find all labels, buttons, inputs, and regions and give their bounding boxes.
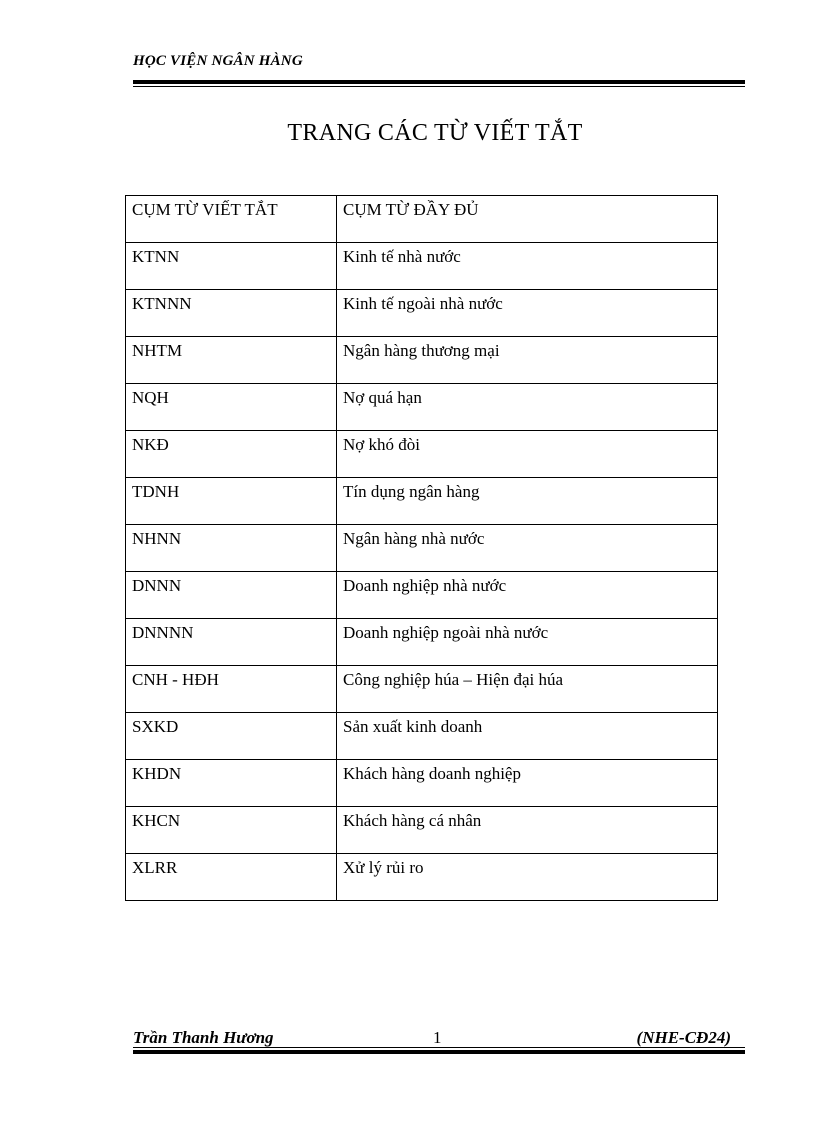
header-rule-thick [133, 80, 745, 84]
full-term-cell: Ngân hàng nhà nước [337, 525, 718, 572]
abbreviation-cell: DNNNN [126, 619, 337, 666]
abbreviation-cell: KHDN [126, 760, 337, 807]
abbreviation-cell: NHNN [126, 525, 337, 572]
abbreviation-table [125, 195, 718, 901]
table-row [126, 666, 718, 713]
full-term-cell: Tín dụng ngân hàng [337, 478, 718, 525]
abbreviation-cell: NQH [126, 384, 337, 431]
table-body [126, 243, 718, 901]
abbreviation-cell: NHTM [126, 337, 337, 384]
footer-rule-thick [133, 1050, 745, 1054]
abbreviation-cell: CNH - HĐH [126, 666, 337, 713]
table-header-row [126, 196, 718, 243]
header-institution: HỌC VIỆN NGÂN HÀNG [133, 53, 303, 69]
abbreviation-cell: DNNN [126, 572, 337, 619]
table-row [126, 525, 718, 572]
table-row [126, 572, 718, 619]
full-term-cell: Nợ khó đòi [337, 431, 718, 478]
page-number: 1 [433, 1028, 442, 1047]
full-term-cell: Sản xuất kinh doanh [337, 713, 718, 760]
abbreviation-cell: KHCN [126, 807, 337, 854]
page-footer [133, 1028, 745, 1050]
full-term-cell: Khách hàng cá nhân [337, 807, 718, 854]
table-row [126, 760, 718, 807]
column-header-full-term: CỤM TỪ ĐẦY ĐỦ [337, 196, 718, 243]
full-term-cell: Xử lý rủi ro [337, 854, 718, 901]
abbreviation-cell: KTNN [126, 243, 337, 290]
table-row [126, 478, 718, 525]
full-term-cell: Doanh nghiệp nhà nước [337, 572, 718, 619]
table-row [126, 384, 718, 431]
footer-author: Trần Thanh Hương [133, 1028, 274, 1047]
table-row [126, 807, 718, 854]
full-term-cell: Doanh nghiệp ngoài nhà nước [337, 619, 718, 666]
abbreviation-cell: NKĐ [126, 431, 337, 478]
full-term-cell: Kinh tế ngoài nhà nước [337, 290, 718, 337]
table-row [126, 337, 718, 384]
column-header-abbreviation: CỤM TỪ VIẾT TẮT [126, 196, 337, 243]
table-row [126, 290, 718, 337]
footer-code: (NHE-CĐ24) [636, 1028, 731, 1047]
full-term-cell: Kinh tế nhà nước [337, 243, 718, 290]
header-rule-thin [133, 86, 745, 87]
table-row [126, 431, 718, 478]
full-term-cell: Nợ quá hạn [337, 384, 718, 431]
page-header [133, 52, 745, 70]
table-row [126, 713, 718, 760]
table-row [126, 854, 718, 901]
full-term-cell: Công nghiệp húa – Hiện đại húa [337, 666, 718, 713]
table-row [126, 619, 718, 666]
full-term-cell: Ngân hàng thương mại [337, 337, 718, 384]
table-row [126, 243, 718, 290]
full-term-cell: Khách hàng doanh nghiệp [337, 760, 718, 807]
abbreviation-cell: TDNH [126, 478, 337, 525]
abbreviation-cell: KTNNN [126, 290, 337, 337]
abbreviation-cell: XLRR [126, 854, 337, 901]
page-title: TRANG CÁC TỪ VIẾT TẮT [287, 120, 583, 146]
abbreviation-cell: SXKD [126, 713, 337, 760]
